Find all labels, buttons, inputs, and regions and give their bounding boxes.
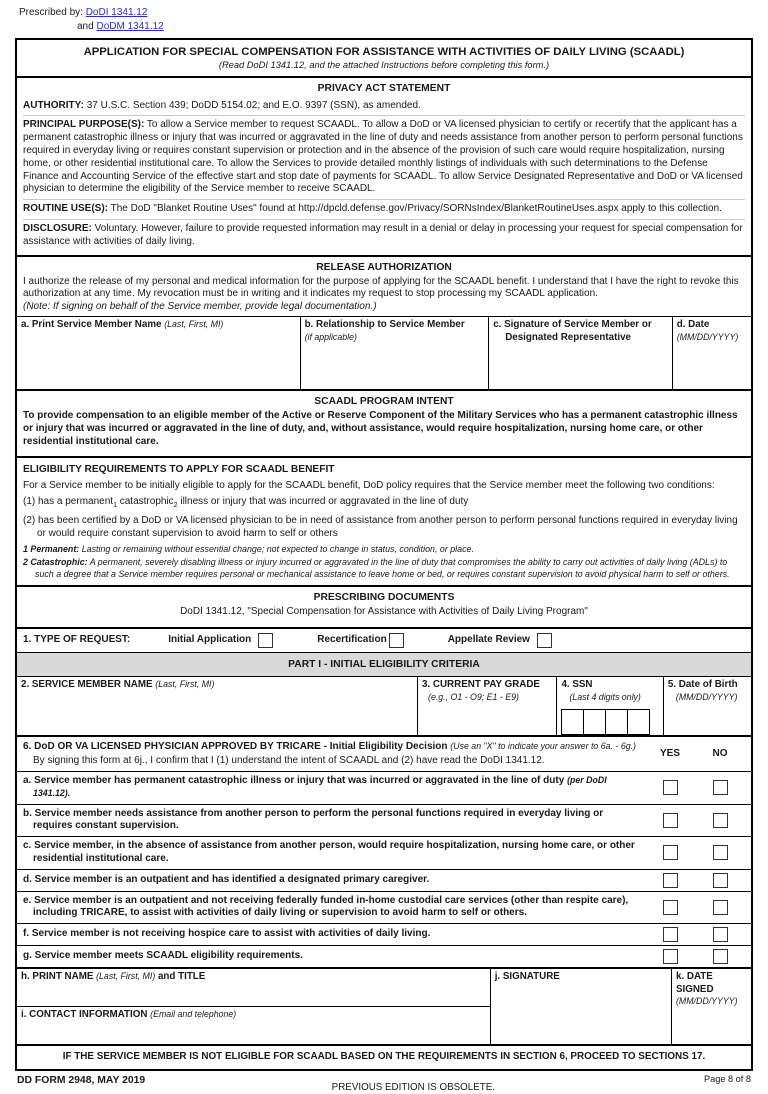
form-title: APPLICATION FOR SPECIAL COMPENSATION FOR ASSISTANCE WITH ACTIVITIES OF DAILY LIVING (SCAADL)	[83, 46, 685, 58]
privacy-act-section	[17, 76, 751, 255]
prescribed-and-label: and	[77, 20, 94, 32]
physician-signature-table	[17, 967, 751, 1044]
date-of-birth-label: 5. Date of Birth	[667, 679, 738, 691]
option-recertification	[317, 633, 403, 648]
relationship-input[interactable]	[305, 343, 485, 387]
member-info-row	[17, 677, 751, 735]
disclosure-label: DISCLOSURE:	[23, 222, 92, 234]
initial-application-checkbox[interactable]	[258, 633, 273, 648]
program-intent-section	[17, 389, 751, 456]
prescribing-header: PRESCRIBING DOCUMENTS	[313, 592, 455, 604]
release-body: I authorize the release of my personal and medical information for the purpose of applying for the SCAADL benefit. I understand that I have the right to revoke this authorization at any time. My revocation must be in writing and it indicates my request to stop processing my SCAADL application.	[23, 275, 739, 300]
routine-use-text: The DoD "Blanket Routine Uses" found at http://dpcld.defense.gov/Privacy/SORNsIndex/BlanketRoutineUses.aspx apply to this collection.	[108, 203, 722, 215]
release-date-hint: (MM/DD/YYYY)	[676, 331, 739, 342]
question-6b-yes-checkbox[interactable]	[663, 813, 678, 828]
contact-information-hint: (Email and telephone)	[150, 1009, 237, 1020]
ssn-digit-3-input[interactable]	[605, 709, 628, 735]
ssn-digit-2-input[interactable]	[583, 709, 606, 735]
yes-column-header: YES	[659, 748, 680, 760]
physician-print-name-cell[interactable]	[17, 969, 490, 1006]
print-name-hint: (Last, First, MI)	[164, 319, 224, 330]
physician-print-name-hint: (Last, First, MI)	[96, 971, 156, 982]
appellate-review-checkbox[interactable]	[537, 633, 552, 648]
routine-use-label: ROUTINE USE(S):	[23, 203, 108, 215]
principal-purpose-label: PRINCIPAL PURPOSE(S):	[23, 119, 145, 131]
physician-print-name-label: h. PRINT NAME	[21, 971, 97, 983]
print-name-input[interactable]	[21, 332, 296, 387]
print-name-cell	[17, 317, 300, 389]
eligibility-header: ELIGIBILITY REQUIREMENTS TO APPLY FOR SCAADL BENEFIT	[23, 463, 335, 475]
question-6c-text: c. Service member, in the absence of assistance from another person, would require hospitalization, nursing home care, or other residential institutional care.	[23, 840, 635, 864]
physician-title-label: and TITLE	[155, 971, 206, 983]
physician-left-column	[17, 969, 490, 1044]
prescribing-documents-section	[17, 585, 751, 627]
form-footer	[15, 1074, 753, 1094]
release-date-label: d. Date	[676, 319, 710, 331]
disclosure-text: Voluntary. However, failure to provide requested information may result in a denial or delay in processing your request for special compensation for assistance with activities of daily living.	[23, 222, 743, 247]
question-6g-no-checkbox[interactable]	[713, 949, 728, 964]
disclosure-paragraph	[23, 219, 745, 252]
release-authorization-section	[17, 255, 751, 389]
ssn-digit-4-input[interactable]	[627, 709, 650, 735]
eligibility-condition-2: (2) has been certified by a DoD or VA licensed physician to be in need of assistance from another person to perform personal functions required in everyday living or would require constant supervision to avoid harm to self or others	[23, 515, 738, 540]
service-member-name-hint: (Last, First, MI)	[155, 679, 215, 690]
question-6a-yes-checkbox[interactable]	[663, 780, 678, 795]
footnote-ref-2: 2	[173, 502, 178, 510]
footnote-permanent-text: Lasting or remaining without essential change; not expected to change in status, condition, or place.	[79, 544, 474, 554]
section6-header-row	[17, 735, 751, 771]
service-member-name-cell	[17, 677, 417, 735]
print-name-label: a. Print Service Member Name	[21, 319, 165, 331]
eligibility-section	[17, 456, 751, 586]
prescribing-body: DoDI 1341.12, "Special Compensation for Assistance with Activities of Daily Living Program"	[180, 606, 588, 618]
option-initial-application	[168, 633, 273, 648]
question-6c-no-checkbox[interactable]	[713, 845, 728, 860]
authority-paragraph	[23, 97, 745, 116]
type-of-request-row	[17, 627, 751, 652]
question-row-6f	[17, 923, 751, 945]
member-signature-input[interactable]	[493, 344, 668, 387]
question-6d-no-checkbox[interactable]	[713, 873, 728, 888]
principal-purpose-paragraph	[23, 115, 745, 199]
previous-edition-note: PREVIOUS EDITION IS OBSOLETE.	[331, 1081, 495, 1093]
service-member-name-input[interactable]	[21, 692, 413, 733]
ssn-digit-boxes	[562, 709, 658, 735]
date-signed-label: k. DATE SIGNED	[675, 971, 714, 995]
principal-purpose-text: To allow a Service member to request SCAADL. To allow a DoD or VA licensed physician to certify or recertify that the applicant has a permanent catastrophic illness or injury that was incurred or aggravated in the line of duty and needs assistance from another person to perform personal functions required in everyday living or requires constant supervision or protection and in the absence of the provision of such care would require hospitalization, nursing home, or other residential institutional care. To allow the Services to provide detailed monthly listings of individuals with such determinations to the Defense Finance and Accounting Service of the effective start and stop date of payments for SCAADL. To allow Service Designated Representative and DoD or VA licensed physician to determine the eligibility of the Service member to receive SCAADL.	[23, 119, 743, 195]
release-note: (Note: If signing on behalf of the Service member, provide legal documentation.)	[23, 301, 377, 313]
physician-signature-cell[interactable]	[490, 969, 671, 1044]
question-6f-yes-checkbox[interactable]	[663, 927, 678, 942]
program-intent-header: SCAADL PROGRAM INTENT	[314, 396, 454, 408]
question-6d-text: d. Service member is an outpatient and has identified a designated primary caregiver.	[23, 873, 430, 885]
member-signature-label: c. Signature of Service Member or Designated Representative	[493, 319, 652, 343]
footnote-catastrophic-label: 2 Catastrophic:	[23, 557, 88, 568]
physician-signature-label: j. SIGNATURE	[494, 971, 560, 983]
question-6g-text: g. Service member meets SCAADL eligibility requirements.	[23, 950, 303, 962]
eligibility-condition-1	[23, 494, 745, 513]
footnote-ref-1: 1	[113, 502, 117, 510]
release-date-input[interactable]	[677, 343, 747, 387]
footnote-catastrophic	[23, 556, 745, 581]
date-of-birth-hint: (MM/DD/YYYY)	[675, 691, 738, 702]
condition1-mid: catastrophic	[116, 496, 174, 508]
question-6e-text: e. Service member is an outpatient and not receiving federally funded in-home custodial care services (other than respite care), including TRICARE, to assist with activities of daily living or supervision to avoid harm to self or others.	[23, 894, 629, 919]
question-row-6b	[17, 804, 751, 837]
service-member-name-label: 2. SERVICE MEMBER NAME	[21, 679, 156, 691]
option-appellate-review	[448, 633, 552, 648]
question-6e-yes-checkbox[interactable]	[663, 900, 678, 915]
program-intent-body: To provide compensation to an eligible member of the Active or Reserve Component of the Military Services who has a permanent catastrophic illness or injury that was incurred or aggravated in the line of duty, and, without assistance, would require hospitalization, nursing home care, or other residential institutional care.	[23, 410, 738, 447]
recertification-label: Recertification	[317, 634, 387, 646]
relationship-label: b. Relationship to Service Member	[304, 319, 465, 331]
condition1-post: illness or injury that was incurred or aggravated in the line of duty	[177, 496, 469, 508]
authority-text: 37 U.S.C. Section 439; DoDD 5154.02; and E.O. 9397 (SSN), as amended.	[83, 99, 421, 111]
question-6b-no-checkbox[interactable]	[713, 813, 728, 828]
prescribed-by-label: Prescribed by:	[19, 7, 83, 18]
question-row-6e	[17, 891, 751, 924]
recertification-checkbox[interactable]	[389, 633, 404, 648]
question-6b-text: b. Service member needs assistance from another person to perform the personal functions required in everyday living or requires constant supervision.	[23, 807, 604, 832]
routine-use-paragraph	[23, 199, 745, 219]
relationship-cell	[300, 317, 489, 389]
date-of-birth-input[interactable]	[668, 703, 747, 733]
dodi-link[interactable]: DoDI 1341.12	[85, 7, 148, 18]
form-title-section	[17, 40, 751, 76]
footnote-permanent	[23, 543, 745, 556]
type-of-request-label: 1. TYPE OF REQUEST:	[23, 634, 131, 646]
question-6f-text: f. Service member is not receiving hospice care to assist with activities of daily living.	[23, 928, 431, 940]
ssn-hint: (Last 4 digits only)	[569, 691, 641, 702]
contact-information-label: i. CONTACT INFORMATION	[21, 1009, 151, 1021]
date-of-birth-cell	[663, 677, 751, 735]
pay-grade-hint: (e.g., O1 - O9; E1 - E9)	[428, 691, 519, 702]
question-6f-no-checkbox[interactable]	[713, 927, 728, 942]
member-signature-cell	[488, 317, 672, 389]
no-column-header: NO	[712, 748, 728, 760]
initial-application-label: Initial Application	[168, 634, 252, 646]
prescribed-by-block	[19, 6, 753, 33]
page-number: Page 8 of 8	[703, 1073, 751, 1084]
relationship-hint: (if applicable)	[304, 331, 357, 342]
question-6d-yes-checkbox[interactable]	[663, 873, 678, 888]
question-6a-suffix: (per DoDI 1341.12).	[33, 774, 607, 798]
release-date-cell	[672, 317, 751, 389]
date-signed-hint: (MM/DD/YYYY)	[675, 996, 738, 1007]
release-header: RELEASE AUTHORIZATION	[316, 262, 452, 274]
section6-line2: By signing this form at 6j., I confirm that I (1) understand the intent of SCAADL and (2) have read the DoDI 1341.12.	[33, 755, 545, 767]
dodm-link[interactable]: DoDM 1341.12	[96, 20, 164, 32]
ssn-digit-1-input[interactable]	[561, 709, 584, 735]
question-row-6c	[17, 836, 751, 869]
eligibility-intro: For a Service member to be initially eligible to apply for the SCAADL benefit, DoD policy requires that the Service member meet the following two conditions:	[23, 479, 715, 491]
contact-information-cell[interactable]	[17, 1006, 490, 1044]
footnote-catastrophic-text: A permanent, severely disabling illness or injury incurred or aggravated in the line of duty that compromises the ability to carry out activities of daily living (ADLs) to such a degree that a Service member requires personal or mechanical assistance to leave home or bed, or requires constant supervision to avoid physical harm to self or others.	[35, 557, 730, 579]
date-signed-cell[interactable]	[671, 969, 751, 1044]
dd-form-2948	[15, 38, 753, 1071]
question-row-6d	[17, 869, 751, 891]
pay-grade-cell	[417, 677, 556, 735]
question-row-6g	[17, 945, 751, 967]
form-subtitle: (Read DoDI 1341.12, and the attached Instructions before completing this form.)	[218, 60, 550, 71]
section6-hint: (Use an "X" to indicate your answer to 6a. - 6g.)	[450, 741, 636, 752]
condition1-pre: (1) has a permanent	[23, 496, 114, 508]
appellate-review-label: Appellate Review	[447, 634, 530, 646]
pay-grade-label: 3. CURRENT PAY GRADE	[422, 679, 540, 691]
part1-header-bar: PART I - INITIAL ELIGIBILITY CRITERIA	[17, 652, 751, 677]
release-signature-table	[17, 316, 751, 389]
section6-label: 6. DoD OR VA LICENSED PHYSICIAN APPROVED BY TRICARE - Initial Eligibility Decision	[23, 741, 451, 753]
question-6c-yes-checkbox[interactable]	[663, 845, 678, 860]
authority-label: AUTHORITY:	[23, 99, 84, 111]
footnote-permanent-label: 1 Permanent:	[23, 544, 80, 554]
question-6g-yes-checkbox[interactable]	[663, 949, 678, 964]
question-6a-text: a. Service member has permanent catastrophic illness or injury that was incurred or aggravated in the line of duty	[23, 774, 568, 786]
form-number: DD FORM 2948, MAY 2019	[17, 1074, 146, 1086]
privacy-header: PRIVACY ACT STATEMENT	[317, 83, 451, 95]
not-eligible-notice: IF THE SERVICE MEMBER IS NOT ELIGIBLE FOR SCAADL BASED ON THE REQUIREMENTS IN SECTION 6, PROCEED TO SECTIONS 17.	[17, 1044, 751, 1069]
question-row-6a	[17, 771, 751, 804]
question-6a-no-checkbox[interactable]	[713, 780, 728, 795]
ssn-label: 4. SSN	[561, 679, 593, 691]
question-6e-no-checkbox[interactable]	[713, 900, 728, 915]
ssn-cell	[556, 677, 662, 735]
pay-grade-input[interactable]	[422, 703, 552, 733]
